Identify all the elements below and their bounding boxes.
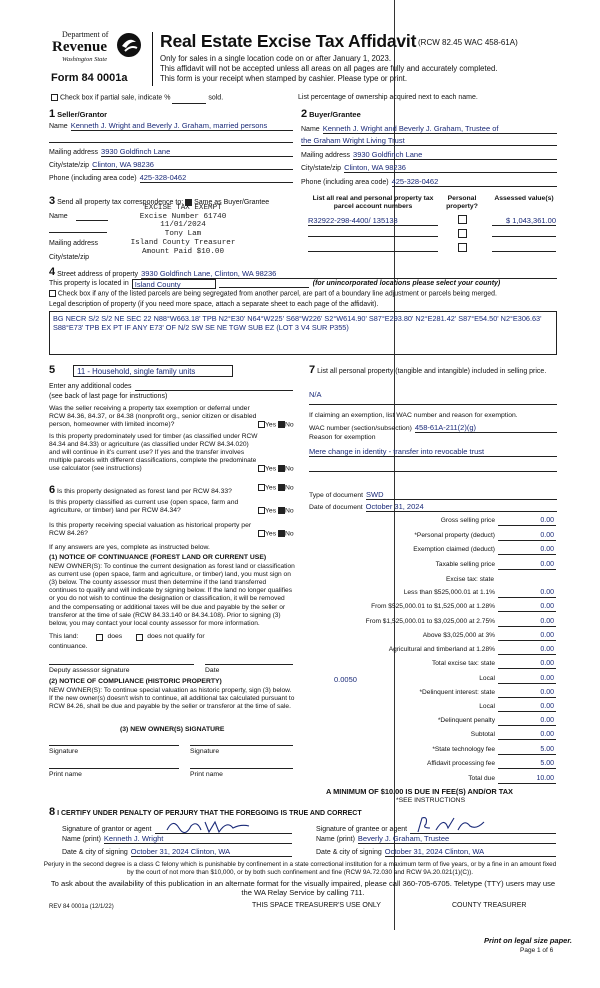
minimum-due-note: A MINIMUM OF $10.00 IS DUE IN FEE(S) AND/OR TAX	[326, 787, 513, 796]
grantee-signature-scribble	[414, 814, 494, 836]
timber-no-checkbox[interactable]	[278, 465, 285, 472]
doc-type-label: Type of document	[309, 491, 364, 499]
tax-row-personal	[310, 532, 556, 541]
tax-row-gross	[310, 517, 556, 526]
tax-amount[interactable]: 5.00	[498, 760, 556, 769]
ownership-note: List percentage of ownership acquired next to each name.	[298, 94, 478, 101]
street-address-row: 4 Street address of property 3930 Goldfinch Lane, Clinton, WA 98236	[49, 266, 557, 279]
personal-property-value[interactable]: N/A	[309, 390, 322, 399]
page-title: Real Estate Excise Tax Affidavit	[160, 31, 417, 51]
current-use-no-checkbox[interactable]	[278, 507, 285, 514]
forest-yes-checkbox[interactable]	[258, 484, 265, 491]
this-land-label: This land:	[49, 633, 79, 640]
buyer-mailing-row	[301, 150, 557, 160]
partial-sale-row	[51, 94, 223, 104]
assessed-value-col-header: Assessed value(s)	[494, 195, 554, 202]
grantor-sig-label: Signature of grantor or agent	[62, 825, 152, 833]
reason-line2	[309, 471, 557, 472]
street-address-label: Street address of property	[57, 270, 139, 278]
header-divider	[152, 32, 153, 86]
deputy-sig-label: Deputy assessor signature	[49, 667, 130, 674]
buyer-city-row	[301, 163, 557, 173]
legal-description-label: Legal description of property (if you need more space, attach a separate sheet to each page of the affidavit).	[49, 301, 379, 308]
county-line	[219, 280, 309, 288]
buyer-name-field2[interactable]: the Graham Wright Living Trust	[301, 136, 557, 146]
exemption-no-checkbox[interactable]	[278, 421, 285, 428]
current-use-yes-checkbox[interactable]	[258, 507, 265, 514]
grantor-signature-scribble	[163, 816, 253, 836]
section3-label: Send all property tax correspondence to:	[57, 199, 184, 206]
header-note2: This affidavit will not be accepted unless all areas on all pages are fully and accurately completed.	[160, 64, 498, 73]
notice2-title: (2) NOTICE OF COMPLIANCE (HISTORIC PROPERTY)	[49, 678, 222, 685]
excise-state-heading: Excise tax: state	[445, 576, 494, 583]
yes-label-1: Yes	[265, 421, 277, 429]
tax-label: *Delinquent interest: state	[419, 689, 495, 696]
owner2-print-label: Print name	[190, 771, 223, 778]
county-row	[49, 279, 500, 289]
tax-amount[interactable]: 0.00	[498, 646, 556, 655]
buyer-city-label: City/state/zip	[301, 164, 342, 172]
partial-sale-label: Check box if partial sale, indicate %	[59, 94, 171, 102]
tax-row-total-due	[310, 775, 556, 784]
tax-label: Local	[479, 703, 495, 710]
exemption-claim-label: If claiming an exemption, list WAC number and reason for exemption.	[309, 412, 518, 419]
seller-phone-row	[49, 173, 293, 183]
tax-row-delinq-local	[310, 703, 556, 712]
tax-row-taxable	[310, 561, 556, 570]
tax-amount[interactable]: 0.00	[498, 517, 556, 526]
certify-text: I CERTIFY UNDER PENALTY OF PERJURY THAT THE FOREGOING IS TRUE AND CORRECT	[57, 810, 362, 817]
tax-label: Exemption claimed (deduct)	[413, 546, 495, 553]
reason-label: Reason for exemption	[309, 434, 376, 441]
assessed-line3	[492, 251, 556, 252]
legal-paper-note: Print on legal size paper.	[484, 936, 572, 945]
form-revision: REV 84 0001a (12/1/22)	[49, 904, 114, 910]
personal-property-checkbox-1[interactable]	[458, 215, 467, 225]
see-instructions-note: *SEE INSTRUCTIONS	[396, 797, 466, 804]
tax-label: Total due	[468, 775, 495, 782]
historic-yes-checkbox[interactable]	[258, 530, 265, 537]
tax-amount[interactable]: 0.00	[498, 703, 556, 712]
doc-type-row	[309, 490, 557, 500]
tax-label: From $525,000.01 to $1,525,000 at 1.28%	[371, 603, 495, 610]
grantee-name-field[interactable]: Beverly J. Graham, Trustee	[358, 834, 556, 844]
yes-label-3: Yes	[265, 484, 277, 492]
owner1-print-line[interactable]	[49, 768, 179, 769]
no-label-5: No	[284, 530, 294, 538]
grantee-date-row	[316, 847, 556, 857]
grantee-signature[interactable]	[410, 822, 556, 834]
grantor-date-label: Date & city of signing	[62, 848, 128, 856]
county-select[interactable]: Island County	[132, 279, 216, 289]
if-yes-note: If any answers are yes, complete as instructed below.	[49, 544, 210, 551]
timber-yes-no	[258, 465, 294, 473]
tax-label: *Personal property (deduct)	[414, 532, 495, 539]
seller-name-field[interactable]: Kenneth J. Wright and Beverly J. Graham, married persons	[71, 121, 293, 131]
seller-mailing-field[interactable]: 3930 Goldfinch Lane	[101, 147, 293, 157]
buyer-heading: 2 Buyer/Grantee	[301, 108, 361, 120]
personal-property-question: 7 List all personal property (tangible and intangible) included in selling price.	[309, 364, 547, 376]
tax-row-exemption	[310, 546, 556, 555]
exemption-question: Was the seller receiving a property tax exemption or deferral under RCW 84.36, 84.37, or 84.38 (nonprofit org., senior citizen or disabled person, homeowner with limited income)?	[49, 405, 257, 429]
tax-amount[interactable]: 0.00	[498, 532, 556, 541]
wac-label: WAC number (section/subsection)	[309, 424, 412, 432]
doc-date-field[interactable]: October 31, 2024	[366, 502, 557, 512]
county-treasurer-label: COUNTY TREASURER	[452, 902, 527, 909]
unincorporated-note: (for unincorporated locations please select your county)	[312, 279, 501, 287]
tax-row-tier2	[310, 603, 556, 612]
tax-label: Taxable selling price	[435, 561, 495, 568]
section3-mailing-label: Mailing address	[49, 240, 99, 247]
section3-line2	[49, 232, 107, 233]
segregated-row	[49, 290, 497, 299]
stamp-line5: Island County Treasurer	[130, 238, 236, 247]
buyer-name-row	[301, 124, 557, 134]
perjury-notice: Perjury in the second degree is a class C felony which is punishable by confinement in a state correctional institution for a maximum term of five years, or by a fine in an amount fixed by the court of not more than $10,000, or by both such confinement and fine (RCW 9A.72.030 and RCW 9A.20.021(1)(C)).	[43, 861, 557, 876]
owner2-sig-line[interactable]	[190, 745, 293, 746]
stamp-line3: 11/01/2024	[160, 221, 206, 230]
additional-codes-label: Enter any additional codes	[49, 383, 132, 390]
timber-question: Is this property predominately used for timber (as classified under RCW 84.34 and 84.33) or agriculture (as classified under RCW 84.34.020) and will continue in it's current use? If yes and the transfer involves multiple parcels with different classifications, complete the predominate use calculator (see instructions)	[49, 433, 258, 472]
tax-amount[interactable]: 0.00	[498, 546, 556, 555]
buyer-mailing-field[interactable]: 3930 Goldfinch Lane	[353, 150, 557, 160]
tax-label: Total excise tax: state	[431, 660, 495, 667]
buyer-phone-field[interactable]: 425-328-0462	[392, 177, 557, 187]
seller-name-row	[49, 121, 293, 131]
timber-yes-checkbox[interactable]	[258, 465, 265, 472]
tax-amount[interactable]: 10.00	[498, 775, 556, 784]
parcel-line3	[308, 251, 438, 252]
tax-row-processing-fee	[310, 760, 556, 769]
grantee-name-label: Name (print)	[316, 835, 355, 843]
yes-label-2: Yes	[265, 465, 277, 473]
tax-label: From $1,525,000.01 to $3,025,000 at 2.75%	[365, 618, 495, 625]
tax-label: Gross selling price	[440, 517, 495, 524]
see-back-note: (see back of last page for instructions)	[49, 393, 168, 400]
tax-label: Above $3,025,000 at 3%	[422, 632, 495, 639]
tax-label: *Delinquent penalty	[437, 717, 495, 724]
tax-row-subtotal	[310, 731, 556, 740]
buyer-heading-text: Buyer/Grantee	[309, 110, 361, 119]
deputy-date-label: Date	[205, 667, 220, 674]
forest-question: 6 Is this property designated as forest land per RCW 84.33?	[49, 484, 232, 496]
seller-mailing-label: Mailing address	[49, 148, 99, 156]
header-note3: This form is your receipt when stamped by cashier. Please type or print.	[160, 74, 408, 83]
treasurer-stamp	[108, 204, 258, 256]
grantor-name-label: Name (print)	[62, 835, 101, 843]
same-as-buyer-label: Same as Buyer/Grantee	[194, 199, 270, 206]
yes-label-5: Yes	[265, 530, 277, 538]
historic-yes-no	[258, 530, 294, 538]
tax-amount[interactable]: 0.00	[498, 717, 556, 726]
dept-line3: Washington State	[62, 55, 108, 63]
does-not-label: does not qualify for	[147, 633, 205, 640]
owner2-sig-label: Signature	[190, 748, 220, 755]
exemption-yes-no	[258, 421, 294, 429]
seller-phone-field[interactable]: 425-328-0462	[140, 173, 293, 183]
segregated-checkbox[interactable]	[49, 290, 56, 297]
section5-row: 5 11 - Household, single family units	[49, 364, 233, 377]
page-number: Page 1 of 6	[520, 947, 554, 954]
buyer-name-field[interactable]: Kenneth J. Wright and Beverly J. Graham, Trustee of	[323, 124, 557, 134]
continuance-label: continuance.	[49, 643, 88, 650]
tax-label: *State technology fee	[432, 746, 495, 753]
tax-amount[interactable]: 0.00	[498, 561, 556, 570]
tax-amount[interactable]: 0.00	[498, 603, 556, 612]
tax-row-agri	[310, 646, 556, 655]
section3-city-label: City/state/zip	[49, 254, 90, 261]
tax-amount[interactable]: 0.00	[498, 660, 556, 669]
stamp-line2: Excise Number 61740	[139, 212, 227, 221]
buyer-city-field[interactable]: Clinton, WA 98236	[344, 163, 557, 173]
seller-city-row	[49, 160, 293, 170]
treasurer-use-label: THIS SPACE TREASURER'S USE ONLY	[252, 902, 381, 909]
personal-property-checkbox-3[interactable]	[458, 243, 467, 253]
tax-amount[interactable]: 0.00	[498, 589, 556, 598]
buyer-phone-row	[301, 177, 557, 187]
dor-logo-icon	[116, 32, 142, 58]
wac-row	[309, 423, 557, 433]
tax-amount[interactable]: 0.00	[498, 632, 556, 641]
buyer-mailing-label: Mailing address	[301, 151, 351, 159]
personal-property-checkbox-2[interactable]	[458, 229, 467, 239]
does-not-checkbox[interactable]	[136, 634, 143, 641]
no-label-4: No	[284, 507, 294, 515]
grantor-name-row	[62, 834, 292, 844]
wac-field[interactable]: 458-61A-211(2)(g)	[415, 423, 557, 433]
county-label: This property is located in	[49, 279, 129, 287]
seller-city-label: City/state/zip	[49, 161, 90, 169]
tax-row-total-state	[310, 660, 556, 669]
no-label-3: No	[284, 484, 294, 492]
yes-label-4: Yes	[265, 507, 277, 515]
buyer-name-label: Name	[301, 125, 320, 133]
header-note1: Only for sales in a single location code on or after January 1, 2023.	[160, 54, 392, 63]
deputy-date-line[interactable]	[205, 664, 293, 665]
partial-sale-sold: sold.	[208, 94, 224, 102]
seller-heading: 1 Seller/Grantor	[49, 108, 108, 120]
grantor-signature[interactable]	[155, 822, 292, 834]
rcw-reference: (RCW 82.45 WAC 458-61A)	[418, 38, 518, 47]
personal-property-line	[309, 404, 557, 405]
assessed-value-field[interactable]: $ 1,043,361.00	[492, 216, 556, 226]
section3-name-line	[76, 220, 108, 221]
parcels-col-header: List all real and personal property tax parcel account numbers	[312, 195, 434, 211]
buyer-phone-label: Phone (including area code)	[301, 178, 389, 186]
tax-amount[interactable]: 5.00	[498, 746, 556, 755]
notice1-text: NEW OWNER(S): To continue the current designation as forest land or classification as current use (open space, farm and agriculture, or timber) land, you must sign on (3) below. The county assessor must then determine if the land transferred continues to qualify and will indicate by signing below. If the land no longer qualifies or you do not wish to continue the designation or classification, it will be removed and the compensating or additional taxes will be due and payable by the seller or transferor at the time of sale (RCW 84.33.140 or 84.34.108). Prior to signing (3) below, you may contact your local county assessor for more information.	[49, 563, 295, 627]
this-land-row	[49, 633, 205, 641]
exemption-yes-checkbox[interactable]	[258, 421, 265, 428]
no-label-2: No	[284, 465, 294, 473]
no-label-1: No	[284, 421, 294, 429]
dept-line1: Department of	[62, 30, 109, 39]
tax-row-delinq-interest	[310, 689, 556, 698]
stamp-line4: Tony Lam	[164, 230, 202, 239]
seller-mailing-row	[49, 147, 293, 157]
current-use-question: Is this property classified as current use (open space, farm and agriculture, or timber) land per RCW 84.34?	[49, 499, 239, 515]
additional-codes-row	[49, 383, 293, 391]
owner1-sig-label: Signature	[49, 748, 79, 755]
tax-label: Local	[479, 675, 495, 682]
tax-row-tier3	[310, 618, 556, 627]
grantee-date-field[interactable]: October 31, 2024 Clinton, WA	[385, 847, 556, 857]
personal-property-col-header: Personal property?	[446, 195, 478, 211]
doc-type-field[interactable]: SWD	[366, 490, 557, 500]
tax-label: Less than $525,000.01 at 1.1%	[403, 589, 495, 596]
tax-row-tier1	[310, 589, 556, 598]
stamp-line1: EXCISE TAX EXEMPT	[144, 204, 222, 212]
historic-question: Is this property receiving special valuation as historical property per RCW 84.26?	[49, 522, 252, 538]
doc-date-label: Date of document	[309, 503, 363, 511]
seller-city-field[interactable]: Clinton, WA 98236	[92, 160, 293, 170]
tax-label: Agricultural and timberland at 1.28%	[388, 646, 495, 653]
seller-heading-text: Seller/Grantor	[57, 110, 108, 119]
doc-date-row	[309, 502, 557, 512]
seller-phone-label: Phone (including area code)	[49, 174, 137, 182]
notice1-title: (1) NOTICE OF CONTINUANCE (FOREST LAND OR CURRENT USE)	[49, 554, 267, 561]
forest-no-checkbox[interactable]	[278, 484, 285, 491]
notice3-title: (3) NEW OWNER(S) SIGNATURE	[120, 726, 225, 733]
alternate-format-notice: To ask about the availability of this publication in an alternate format for the visually impaired, please call 360-705-6705. Teletype (TTY) users may use the WA Relay Service by calling 711.	[50, 879, 556, 897]
local-rate: 0.0050	[334, 675, 357, 684]
tax-row-penalty	[310, 717, 556, 726]
deputy-sig-line[interactable]	[49, 664, 194, 665]
assessed-line2	[492, 236, 556, 237]
grantor-sig-row	[62, 822, 292, 834]
does-checkbox[interactable]	[96, 634, 103, 641]
notice2-text: NEW OWNER(S): To continue special valuation as historic property, sign (3) below. If the new owner(s) doesn't wish to continue, all additional tax calculated pursuant to RCW 84.26, shall be due and payable by the seller or transferor at the time of sale.	[49, 687, 295, 711]
grantee-name-row	[316, 834, 556, 844]
seller-name-line2	[49, 142, 293, 143]
tax-amount[interactable]: 0.00	[498, 675, 556, 684]
legal-description-field[interactable]: BG NECR S/2 S/2 NE SEC 22 N88°W663.18' TPB N2°E30' N64°W225' S68°W226' S2°W614.90' S87°E293.80' N2°E281.42' S87°E54.50' N2°E306.63' S88°E73' TPB EX PT IF ANY E73' OF N/2 SW SE NE TGW SUB EZ (LOT 3 V4 SUR P355)	[49, 311, 557, 355]
form-number: Form 84 0001a	[51, 72, 128, 84]
stamp-line6: Amount Paid $10.00	[141, 247, 225, 256]
owner2-print-line[interactable]	[190, 768, 293, 769]
tax-amount[interactable]: 0.00	[498, 731, 556, 740]
parcel-number-field[interactable]: R32922-298-4400/ 135133	[308, 216, 438, 226]
owner1-sig-line[interactable]	[49, 745, 179, 746]
tax-amount[interactable]: 0.00	[498, 618, 556, 627]
additional-codes-field[interactable]	[135, 384, 294, 391]
personal-property-question-text: List all personal property (tangible and intangible) included in selling price.	[317, 368, 547, 375]
dor-logo	[52, 30, 152, 63]
forest-question-text: Is this property designated as forest land per RCW 84.33?	[57, 488, 232, 495]
tax-row-tier4	[310, 632, 556, 641]
parcel-line2	[308, 236, 438, 237]
segregated-label: Check box if any of the listed parcels are being segregated from another parcel, are part of a boundary line adjustment or parcels being merged.	[57, 290, 497, 298]
tax-row-tech-fee	[310, 746, 556, 755]
partial-sale-checkbox[interactable]	[51, 94, 58, 101]
grantee-sig-label: Signature of grantee or agent	[316, 825, 408, 833]
does-label: does	[107, 633, 123, 640]
seller-name-label: Name	[49, 122, 68, 130]
certify-row: 8 I CERTIFY UNDER PENALTY OF PERJURY THAT THE FOREGOING IS TRUE AND CORRECT	[49, 806, 362, 818]
owner1-print-label: Print name	[49, 771, 82, 778]
grantor-name-field[interactable]: Kenneth J. Wright	[104, 834, 292, 844]
section3-heading: 3 Send all property tax correspondence to: Same as Buyer/Grantee	[49, 195, 270, 207]
forest-yes-no	[258, 484, 294, 492]
reason-field[interactable]: Mere change in identity - transfer into revocable trust	[309, 447, 557, 457]
tax-label: Affidavit processing fee	[426, 760, 495, 767]
street-address-field[interactable]: 3930 Goldfinch Lane, Clinton, WA 98236	[141, 269, 557, 279]
land-use-code-select[interactable]: 11 - Household, single family units	[73, 365, 233, 377]
grantee-sig-row	[316, 822, 556, 834]
current-use-yes-no	[258, 507, 294, 515]
grantee-date-label: Date & city of signing	[316, 848, 382, 856]
partial-sale-percent-field[interactable]	[172, 94, 206, 103]
dept-line2: Revenue	[52, 38, 107, 55]
tax-label: Subtotal	[470, 731, 495, 738]
grantor-date-row	[62, 847, 292, 857]
tax-row-local	[310, 675, 556, 684]
historic-no-checkbox[interactable]	[278, 530, 285, 537]
section3-name-label: Name	[49, 213, 68, 220]
grantor-date-field[interactable]: October 31, 2024 Clinton, WA	[131, 847, 292, 857]
tax-amount[interactable]: 0.00	[498, 689, 556, 698]
